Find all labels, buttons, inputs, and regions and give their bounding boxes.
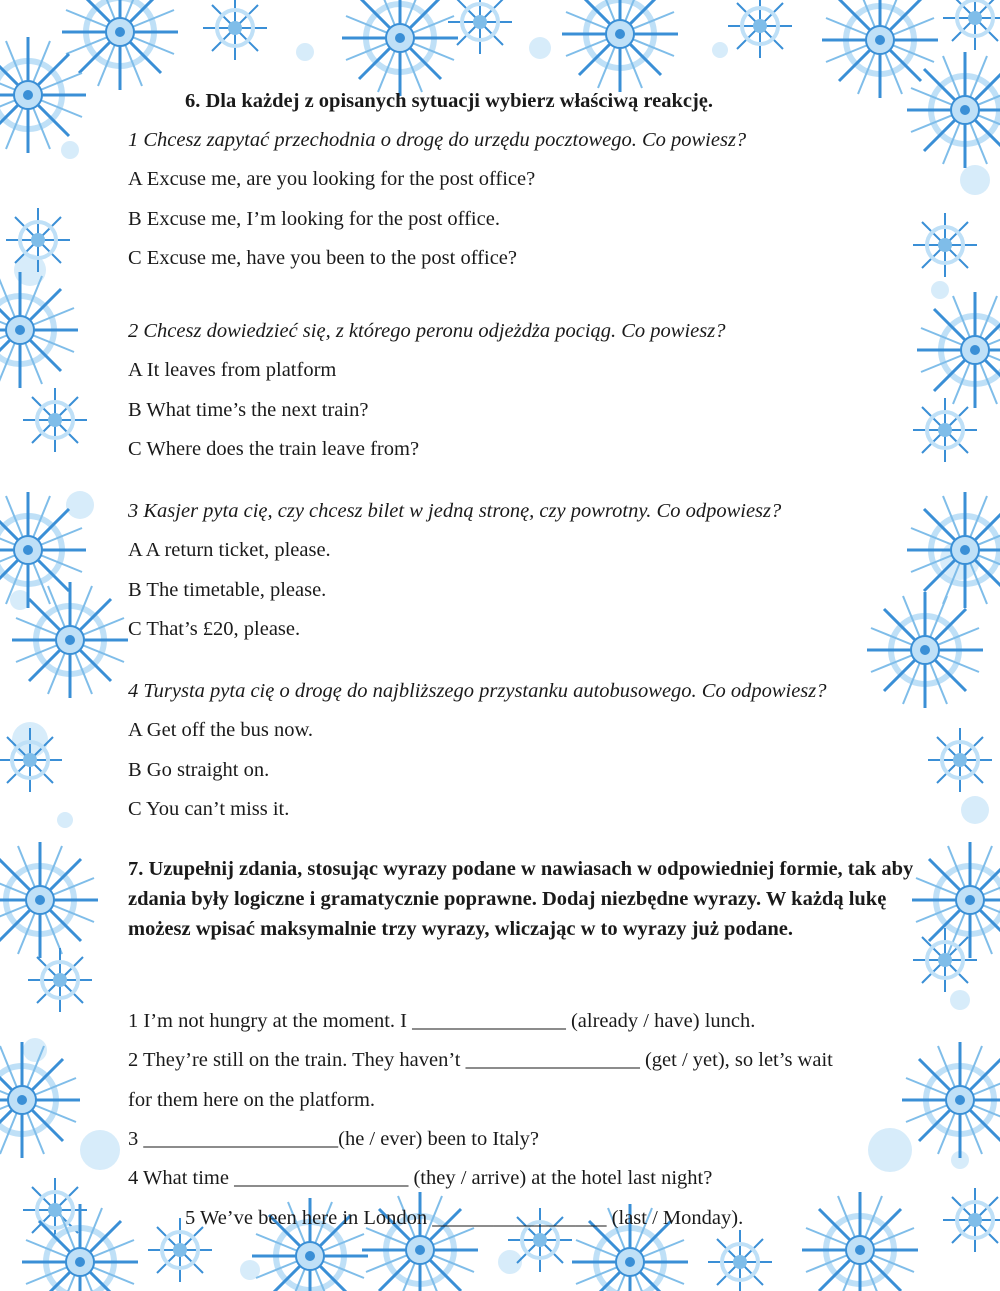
question-1-prompt: 1 Chcesz zapytać przechodnia o drogę do urzędu pocztowego. Co powiesz? bbox=[128, 129, 747, 151]
question-4-option-c: C You can’t miss it. bbox=[128, 798, 290, 820]
sentence-4: 4 What time _________________ (they / arrive) at the hotel last night? bbox=[128, 1167, 713, 1189]
question-4-option-a: A Get off the bus now. bbox=[128, 719, 314, 741]
exercise-7-title: 7. Uzupełnij zdania, stosując wyrazy podane w nawiasach w odpowiedniej formie, tak aby zdania były logiczne i gramatycznie poprawne. Dodaj niezbędne wyrazy. W każdą lukę możesz wpisać maksymalnie trzy wyrazy, wliczając w to wyrazy już podane. bbox=[128, 858, 914, 940]
question-3-option-b: B The timetable, please. bbox=[128, 579, 327, 601]
question-3-option-a: A A return ticket, please. bbox=[128, 539, 331, 561]
question-4-prompt: 4 Turysta pyta cię o drogę do najbliższego przystanku autobusowego. Co odpowiesz? bbox=[128, 680, 827, 702]
sentence-2: 2 They’re still on the train. They haven’t _________________ (get / yet), so let’s wait bbox=[128, 1049, 833, 1071]
sentence-1: 1 I’m not hungry at the moment. I _______________ (already / have) lunch. bbox=[128, 1010, 756, 1032]
question-3-prompt: 3 Kasjer pyta cię, czy chcesz bilet w jedną stronę, czy powrotny. Co odpowiesz? bbox=[128, 500, 782, 522]
question-1-option-c: C Excuse me, have you been to the post office? bbox=[128, 247, 517, 269]
question-2-option-a: A It leaves from platform bbox=[128, 359, 337, 381]
question-2-prompt: 2 Chcesz dowiedzieć się, z którego peronu odjeżdża pociąg. Co powiesz? bbox=[128, 320, 726, 342]
question-3-option-c: C That’s £20, please. bbox=[128, 618, 301, 640]
question-4-option-b: B Go straight on. bbox=[128, 759, 270, 781]
sentence-2-continuation: for them here on the platform. bbox=[128, 1089, 376, 1111]
sentence-3: 3 ___________________(he / ever) been to Italy? bbox=[128, 1128, 540, 1150]
exercise-6-title: 6. Dla każdej z opisanych sytuacji wybierz właściwą reakcję. bbox=[185, 90, 714, 112]
sentence-5: 5 We’ve been here in London _________________ (last / Monday). bbox=[185, 1207, 744, 1229]
question-2-option-b: B What time’s the next train? bbox=[128, 399, 369, 421]
question-1-option-a: A Excuse me, are you looking for the post office? bbox=[128, 168, 536, 190]
question-2-option-c: C Where does the train leave from? bbox=[128, 438, 420, 460]
question-1-option-b: B Excuse me, I’m looking for the post office. bbox=[128, 208, 500, 230]
